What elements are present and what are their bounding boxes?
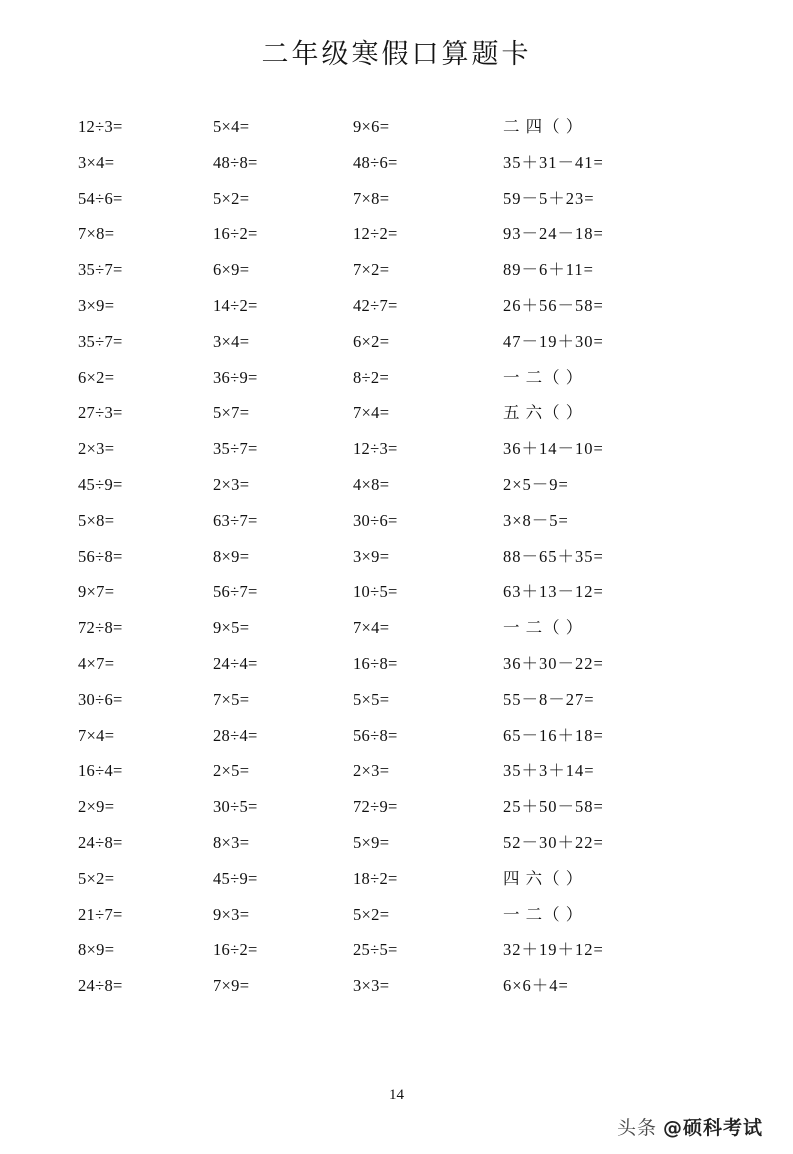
problem-cell: 2×3= — [213, 474, 250, 494]
problem-cell: 五 六（ ） — [503, 403, 584, 423]
problem-cell: 5×2= — [353, 904, 390, 924]
problem-cell: 56÷8= — [353, 725, 398, 745]
page-number: 14 — [389, 1087, 404, 1103]
problem-cell: 8×9= — [213, 546, 250, 566]
problem-cell: 7×4= — [78, 725, 115, 745]
watermark-author: @硕科考试 — [662, 1117, 763, 1139]
problem-cell: 35÷7= — [78, 331, 123, 351]
problem-cell: 3×3= — [353, 976, 390, 996]
problem-cell: 63＋13－12= — [503, 582, 604, 602]
problem-cell: 7×2= — [353, 260, 390, 280]
problem-cell: 35＋31－41= — [503, 152, 604, 172]
problem-cell: 5×7= — [213, 403, 250, 423]
problem-cell: 一 二（ ） — [503, 367, 584, 387]
problem-cell: 89－6＋11= — [503, 260, 594, 280]
problem-cell: 12÷2= — [353, 224, 398, 244]
problem-cell: 一 二（ ） — [503, 904, 584, 924]
problem-cell: 18÷2= — [353, 868, 398, 888]
problem-cell: 5×5= — [353, 689, 390, 709]
problem-cell: 9×5= — [213, 618, 250, 638]
problem-cell: 7×9= — [213, 976, 250, 996]
worksheet-page — [0, 32, 793, 1154]
problem-cell: 28÷4= — [213, 725, 258, 745]
problem-cell: 14÷2= — [213, 295, 258, 315]
problem-cell: 2×5－9= — [503, 474, 569, 494]
problem-cell: 24÷8= — [78, 976, 123, 996]
problem-cell: 26＋56－58= — [503, 295, 604, 315]
problem-cell: 5×4= — [213, 117, 250, 136]
problem-cell: 25÷5= — [353, 940, 398, 960]
problem-cell: 63÷7= — [213, 510, 258, 530]
problem-cell: 8×9= — [78, 940, 115, 960]
problem-cell: 45÷9= — [78, 474, 123, 494]
problem-cell: 48÷6= — [353, 152, 398, 172]
problem-cell: 56÷8= — [78, 546, 123, 566]
problem-cell: 93－24－18= — [503, 224, 604, 244]
problem-cell: 3×9= — [353, 546, 390, 566]
problem-cell: 5×8= — [78, 510, 115, 530]
problem-cell: 2×5= — [213, 761, 250, 781]
problem-cell: 21÷7= — [78, 904, 123, 924]
problem-cell: 48÷8= — [213, 152, 258, 172]
problem-cell: 55－8－27= — [503, 689, 595, 709]
problem-cell: 5×2= — [213, 188, 250, 208]
problem-cell: 65－16＋18= — [503, 725, 604, 745]
problem-cell: 8×3= — [213, 832, 250, 852]
problem-cell: 16÷8= — [353, 653, 398, 673]
problem-cell: 10÷5= — [353, 582, 398, 602]
problem-cell: 16÷2= — [213, 224, 258, 244]
problem-cell: 4×7= — [78, 653, 115, 673]
problem-cell: 6×2= — [353, 331, 390, 351]
problem-cell: 12÷3= — [78, 117, 123, 136]
problem-cell: 8÷2= — [353, 367, 390, 387]
problem-cell: 2×3= — [353, 761, 390, 781]
problem-cell: 四 六（ ） — [503, 868, 584, 888]
problem-cell: 32＋19＋12= — [503, 940, 604, 960]
problem-cell: 二 四（ ） — [503, 117, 584, 136]
problem-cell: 45÷9= — [213, 868, 258, 888]
problem-cell: 5×9= — [353, 832, 390, 852]
problem-cell: 7×8= — [353, 188, 390, 208]
problem-cell: 72÷8= — [78, 618, 123, 638]
problem-cell: 12÷3= — [353, 439, 398, 459]
problem-cell: 35÷7= — [78, 260, 123, 280]
problem-cell: 24÷4= — [213, 653, 258, 673]
problem-cell: 9×6= — [353, 117, 390, 136]
problem-cell: 4×8= — [353, 474, 390, 494]
problem-cell: 6×2= — [78, 367, 115, 387]
problem-cell: 52－30＋22= — [503, 832, 604, 852]
problem-cell: 5×2= — [78, 868, 115, 888]
problem-cell: 7×5= — [213, 689, 250, 709]
problem-cell: 35＋3＋14= — [503, 761, 595, 781]
problem-cell: 2×9= — [78, 797, 115, 817]
problem-cell: 36＋30－22= — [503, 653, 604, 673]
problem-cell: 30÷6= — [353, 510, 398, 530]
problem-cell: 88－65＋35= — [503, 546, 604, 566]
problem-cell: 7×4= — [353, 403, 390, 423]
problem-cell: 24÷8= — [78, 832, 123, 852]
problem-cell: 35÷7= — [213, 439, 258, 459]
problem-cell: 30÷6= — [78, 689, 123, 709]
problem-cell: 3×8－5= — [503, 510, 569, 530]
problem-cell: 36＋14－10= — [503, 439, 604, 459]
problem-cell: 59－5＋23= — [503, 188, 595, 208]
problem-cell: 36÷9= — [213, 367, 258, 387]
problem-cell: 7×8= — [78, 224, 115, 244]
problem-cell: 16÷2= — [213, 940, 258, 960]
problem-cell: 72÷9= — [353, 797, 398, 817]
problem-cell: 3×4= — [78, 152, 115, 172]
problem-cell: 27÷3= — [78, 403, 123, 423]
problem-cell: 9×7= — [78, 582, 115, 602]
problem-cell: 42÷7= — [353, 295, 398, 315]
problem-cell: 2×3= — [78, 439, 115, 459]
problem-cell: 6×9= — [213, 260, 250, 280]
problem-cell: 3×9= — [78, 295, 115, 315]
problem-cell: 7×4= — [353, 618, 390, 638]
problem-cell: 56÷7= — [213, 582, 258, 602]
problem-cell: 25＋50－58= — [503, 797, 604, 817]
watermark — [617, 1113, 763, 1140]
problem-cell: 一 二（ ） — [503, 618, 584, 638]
problems-grid — [0, 109, 793, 1004]
problem-cell: 3×4= — [213, 331, 250, 351]
watermark-platform: 头条 — [616, 1117, 657, 1139]
problem-cell: 6×6＋4= — [503, 976, 569, 996]
problem-cell: 9×3= — [213, 904, 250, 924]
problem-cell: 16÷4= — [78, 761, 123, 781]
page-title: 二年级寒假口算题卡 — [261, 39, 532, 70]
problem-cell: 47－19＋30= — [503, 331, 604, 351]
problem-cell: 30÷5= — [213, 797, 258, 817]
problem-cell: 54÷6= — [78, 188, 123, 208]
